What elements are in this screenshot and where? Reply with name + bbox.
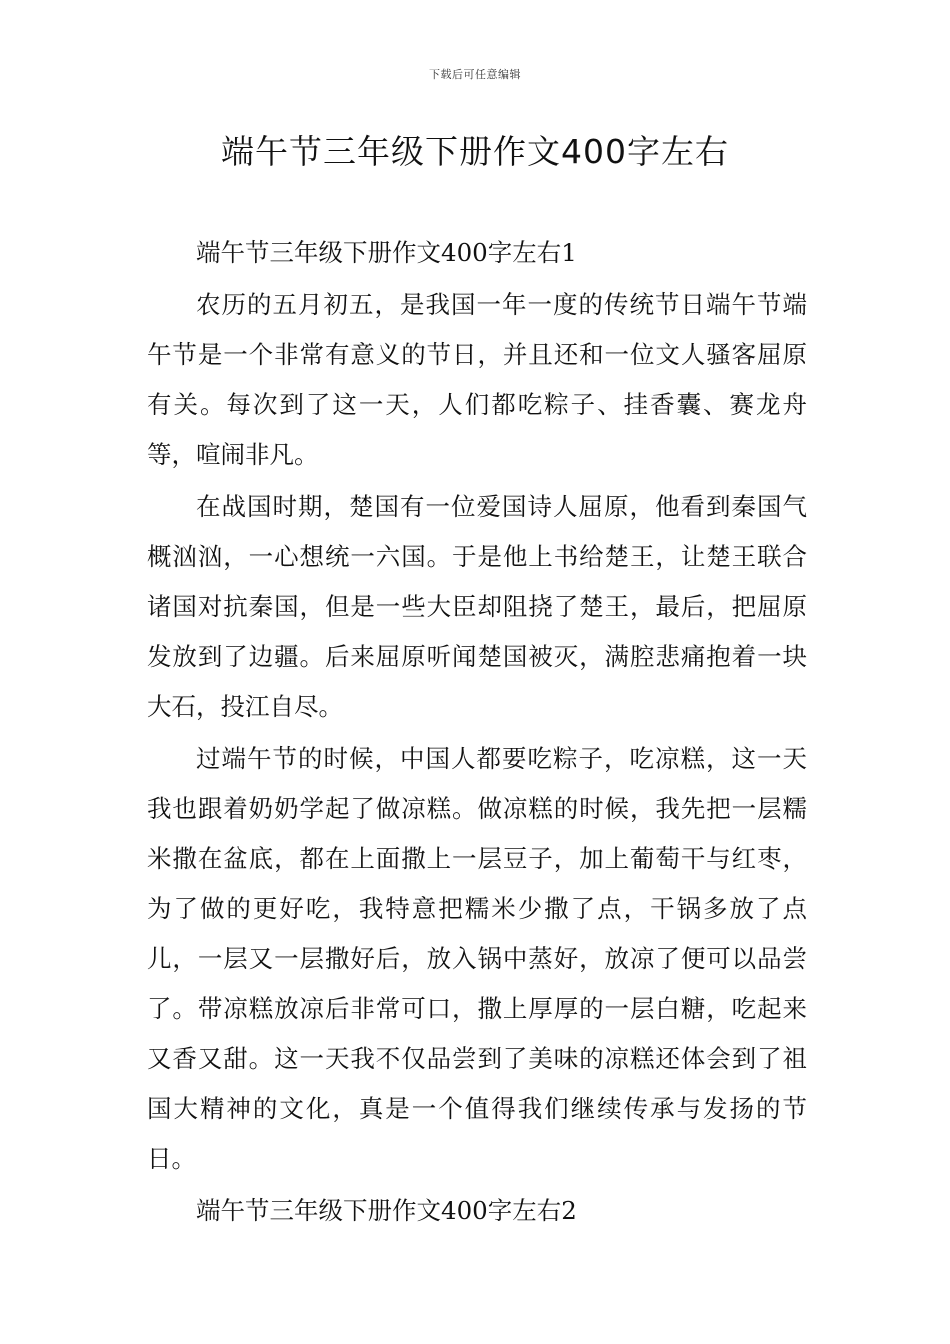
paragraph-1: 农历的五月初五，是我国一年一度的传统节日端午节端午节是一个非常有意义的节日，并且还和一位文人骚客屈原有关。每次到了这一天，人们都吃粽子、挂香囊、赛龙舟等，喧闹非凡。	[147, 290, 807, 469]
essay-subheading-2: 端午节三年级下册作文400字左右2	[196, 1196, 577, 1225]
header-note: 下载后可任意编辑	[429, 68, 521, 81]
paragraph-2: 在战国时期，楚国有一位爱国诗人屈原，他看到秦国气概汹汹，一心想统一六国。于是他上书给楚王，让楚王联合诸国对抗秦国，但是一些大臣却阻挠了楚王，最后，把屈原发放到了边疆。后来屈原听闻楚国被灭，满腔悲痛抱着一块大石，投江自尽。	[147, 492, 807, 721]
essay-body	[147, 228, 807, 1236]
paragraph-3: 过端午节的时候，中国人都要吃粽子，吃凉糕，这一天我也跟着奶奶学起了做凉糕。做凉糕的时候，我先把一层糯米撒在盆底，都在上面撒上一层豆子，加上葡萄干与红枣，为了做的更好吃，我特意把糯米少撒了点，干锅多放了点儿，一层又一层撒好后，放入锅中蒸好，放凉了便可以品尝了。带凉糕放凉后非常可口，撒上厚厚的一层白糖，吃起来又香又甜。这一天我不仅品尝到了美味的凉糕还体会到了祖国大精神的文化，真是一个值得我们继续传承与发扬的节日。	[147, 744, 807, 1173]
document-title: 端午节三年级下册作文400字左右	[221, 132, 729, 171]
essay-subheading-1: 端午节三年级下册作文400字左右1	[196, 238, 577, 267]
